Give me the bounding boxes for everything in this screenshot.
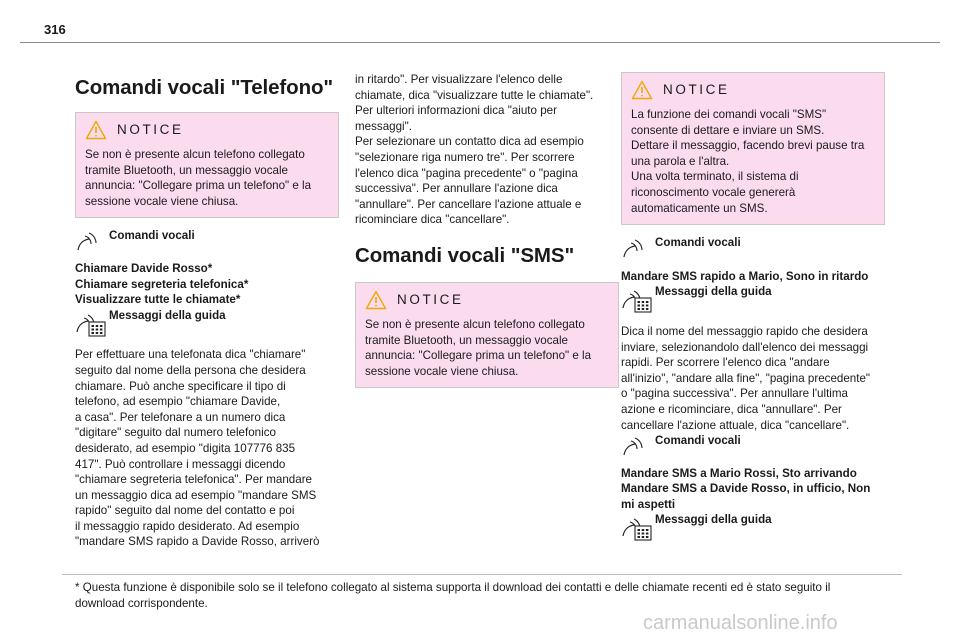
body-line: "annullare". Per cancellare l'azione attuale e [355, 197, 582, 211]
guide-messages-label: Messaggi della guida [655, 285, 772, 299]
body-line: chiamate, dica "visualizzare tutte le chiamate". [355, 88, 594, 102]
voice-command-icon [621, 239, 655, 264]
body-line: a casa". Per telefonare a un numero dica [75, 410, 286, 424]
body-line: un messaggio dica ad esempio "mandare SMS [75, 488, 317, 502]
command-line: Mandare SMS a Mario Rossi, Sto arrivando [621, 466, 857, 480]
notice-line: Se non è presente alcun telefono collegato [85, 148, 305, 161]
notice-line: sessione vocale viene chiusa. [85, 194, 239, 208]
command-line: Chiamare Davide Rosso* [75, 261, 213, 275]
body-line: ricominciare dica "cancellare". [355, 213, 510, 227]
body-line: chiamare. Può anche specificare il tipo di [75, 379, 286, 393]
body-line: cancellare l'azione attuale, dica "cancellare". [621, 418, 850, 432]
body-line: "selezionare riga numero tre". Per scorrere [355, 150, 575, 164]
notice-line: riconoscimento vocale genererà [631, 185, 796, 199]
notice-line: annuncia: "Collegare prima un telefono" e la [85, 179, 312, 193]
guide-messages-label: Messaggi della guida [109, 308, 226, 322]
body-line: "digitare" seguito dal numero telefonico [75, 426, 276, 440]
body-line: in ritardo". Per visualizzare l'elenco delle [355, 73, 563, 86]
column-2 [355, 72, 619, 388]
guide-messages-icon [75, 312, 109, 343]
body-line: "chiamare segreteria telefonica". Per mandare [75, 473, 313, 487]
voice-commands-label: Comandi vocali [655, 434, 741, 448]
body-line: Dica il nome del messaggio rapido che desidera [621, 324, 868, 338]
notice-box [355, 282, 619, 388]
body-line: messaggi". [355, 119, 412, 133]
column-1 [75, 72, 339, 550]
body-line: rapido" seguito dal nome del contatto e poi [75, 504, 295, 518]
body-line: 417". Può controllare i messaggi dicendo [75, 457, 286, 471]
notice-line: La funzione dei comandi vocali "SMS" [631, 108, 827, 121]
section-title-sms: Comandi vocali "SMS" [355, 243, 575, 267]
column-3 [621, 72, 885, 547]
notice-line: Se non è presente alcun telefono collegato [365, 317, 585, 331]
body-line: o "pagina successiva". Per annullare l'ultima [621, 387, 848, 401]
notice-line: automaticamente un SMS. [631, 201, 768, 215]
voice-commands-heading [621, 235, 885, 264]
command-line: mi aspetti [621, 497, 676, 511]
voice-commands-heading [75, 228, 339, 257]
body-line: Per selezionare un contatto dica ad esempio [355, 135, 584, 149]
body-line: inviare, selezionandolo dall'elenco dei messaggi [621, 340, 869, 354]
footnote-divider [62, 574, 902, 575]
footnote [75, 580, 895, 611]
guide-messages-heading [621, 284, 885, 319]
voice-command-icon [75, 232, 109, 257]
notice-line: sessione vocale viene chiusa. [365, 364, 519, 378]
notice-line: Una volta terminato, il sistema di [631, 170, 799, 184]
notice-line: una parola e l'altra. [631, 154, 730, 168]
warning-triangle-icon [85, 120, 117, 140]
guide-messages-heading [621, 512, 885, 547]
notice-title: NOTICE [117, 122, 184, 138]
command-line: Visualizzare tutte le chiamate* [75, 293, 241, 307]
command-line: Mandare SMS rapido a Mario, Sono in ritardo [621, 269, 869, 283]
notice-line: annuncia: "Collegare prima un telefono" e la [365, 349, 592, 363]
notice-line: Dettare il messaggio, facendo brevi pause tra [631, 139, 865, 153]
footnote-line: * Questa funzione è disponibile solo se il telefono collegato al sistema supporta il download dei contatti e delle chiamate recenti ed è stato seguito il [75, 581, 831, 594]
guide-messages-label: Messaggi della guida [655, 513, 772, 527]
notice-line: tramite Bluetooth, un messaggio vocale [85, 163, 289, 177]
notice-box [75, 112, 339, 218]
body-line: telefono, ad esempio "chiamare Davide, [75, 395, 281, 409]
body-line: l'elenco dica "pagina precedente" o "pagina [355, 166, 578, 180]
command-line: Chiamare segreteria telefonica* [75, 277, 249, 291]
voice-commands-label: Comandi vocali [109, 229, 195, 243]
voice-commands-heading [621, 433, 885, 462]
body-line: desiderato, ad esempio "digita 107776 835 [75, 441, 296, 455]
body-line: all'inizio", "andare alla fine", "pagina precedente" [621, 371, 871, 385]
notice-title: NOTICE [663, 82, 730, 98]
warning-triangle-icon [365, 290, 397, 310]
warning-triangle-icon [631, 80, 663, 100]
top-divider [20, 42, 940, 43]
command-line: Mandare SMS a Davide Rosso, in ufficio, Non [621, 482, 871, 496]
body-line: "mandare SMS rapido a Davide Rosso, arriverò [75, 535, 320, 549]
section-title-telefono: Comandi vocali "Telefono" [75, 76, 334, 99]
body-line: successiva". Per annullare l'azione dica [355, 182, 558, 196]
notice-box [621, 72, 885, 225]
notice-line: tramite Bluetooth, un messaggio vocale [365, 333, 569, 347]
guide-messages-heading [75, 308, 339, 343]
guide-messages-icon [621, 516, 655, 547]
voice-commands-label: Comandi vocali [655, 236, 741, 250]
body-line: il messaggio rapido desiderato. Ad esempio [75, 519, 300, 533]
notice-line: consente di dettare e inviare un SMS. [631, 123, 825, 137]
guide-messages-icon [621, 288, 655, 319]
page-number: 316 [44, 22, 66, 37]
body-line: azione e ricominciare, dica "annullare". Per [621, 402, 842, 416]
watermark: carmanualsonline.info [643, 612, 838, 634]
body-line: seguito dal nome della persona che desidera [75, 363, 306, 377]
body-line: Per effettuare una telefonata dica "chiamare" [75, 348, 306, 362]
voice-command-icon [621, 437, 655, 462]
body-line: rapidi. Per scorrere l'elenco dica "andare [621, 356, 830, 370]
body-line: Per ulteriori informazioni dica "aiuto per [355, 104, 557, 118]
footnote-line: download corrispondente. [75, 596, 208, 610]
notice-title: NOTICE [397, 292, 464, 308]
